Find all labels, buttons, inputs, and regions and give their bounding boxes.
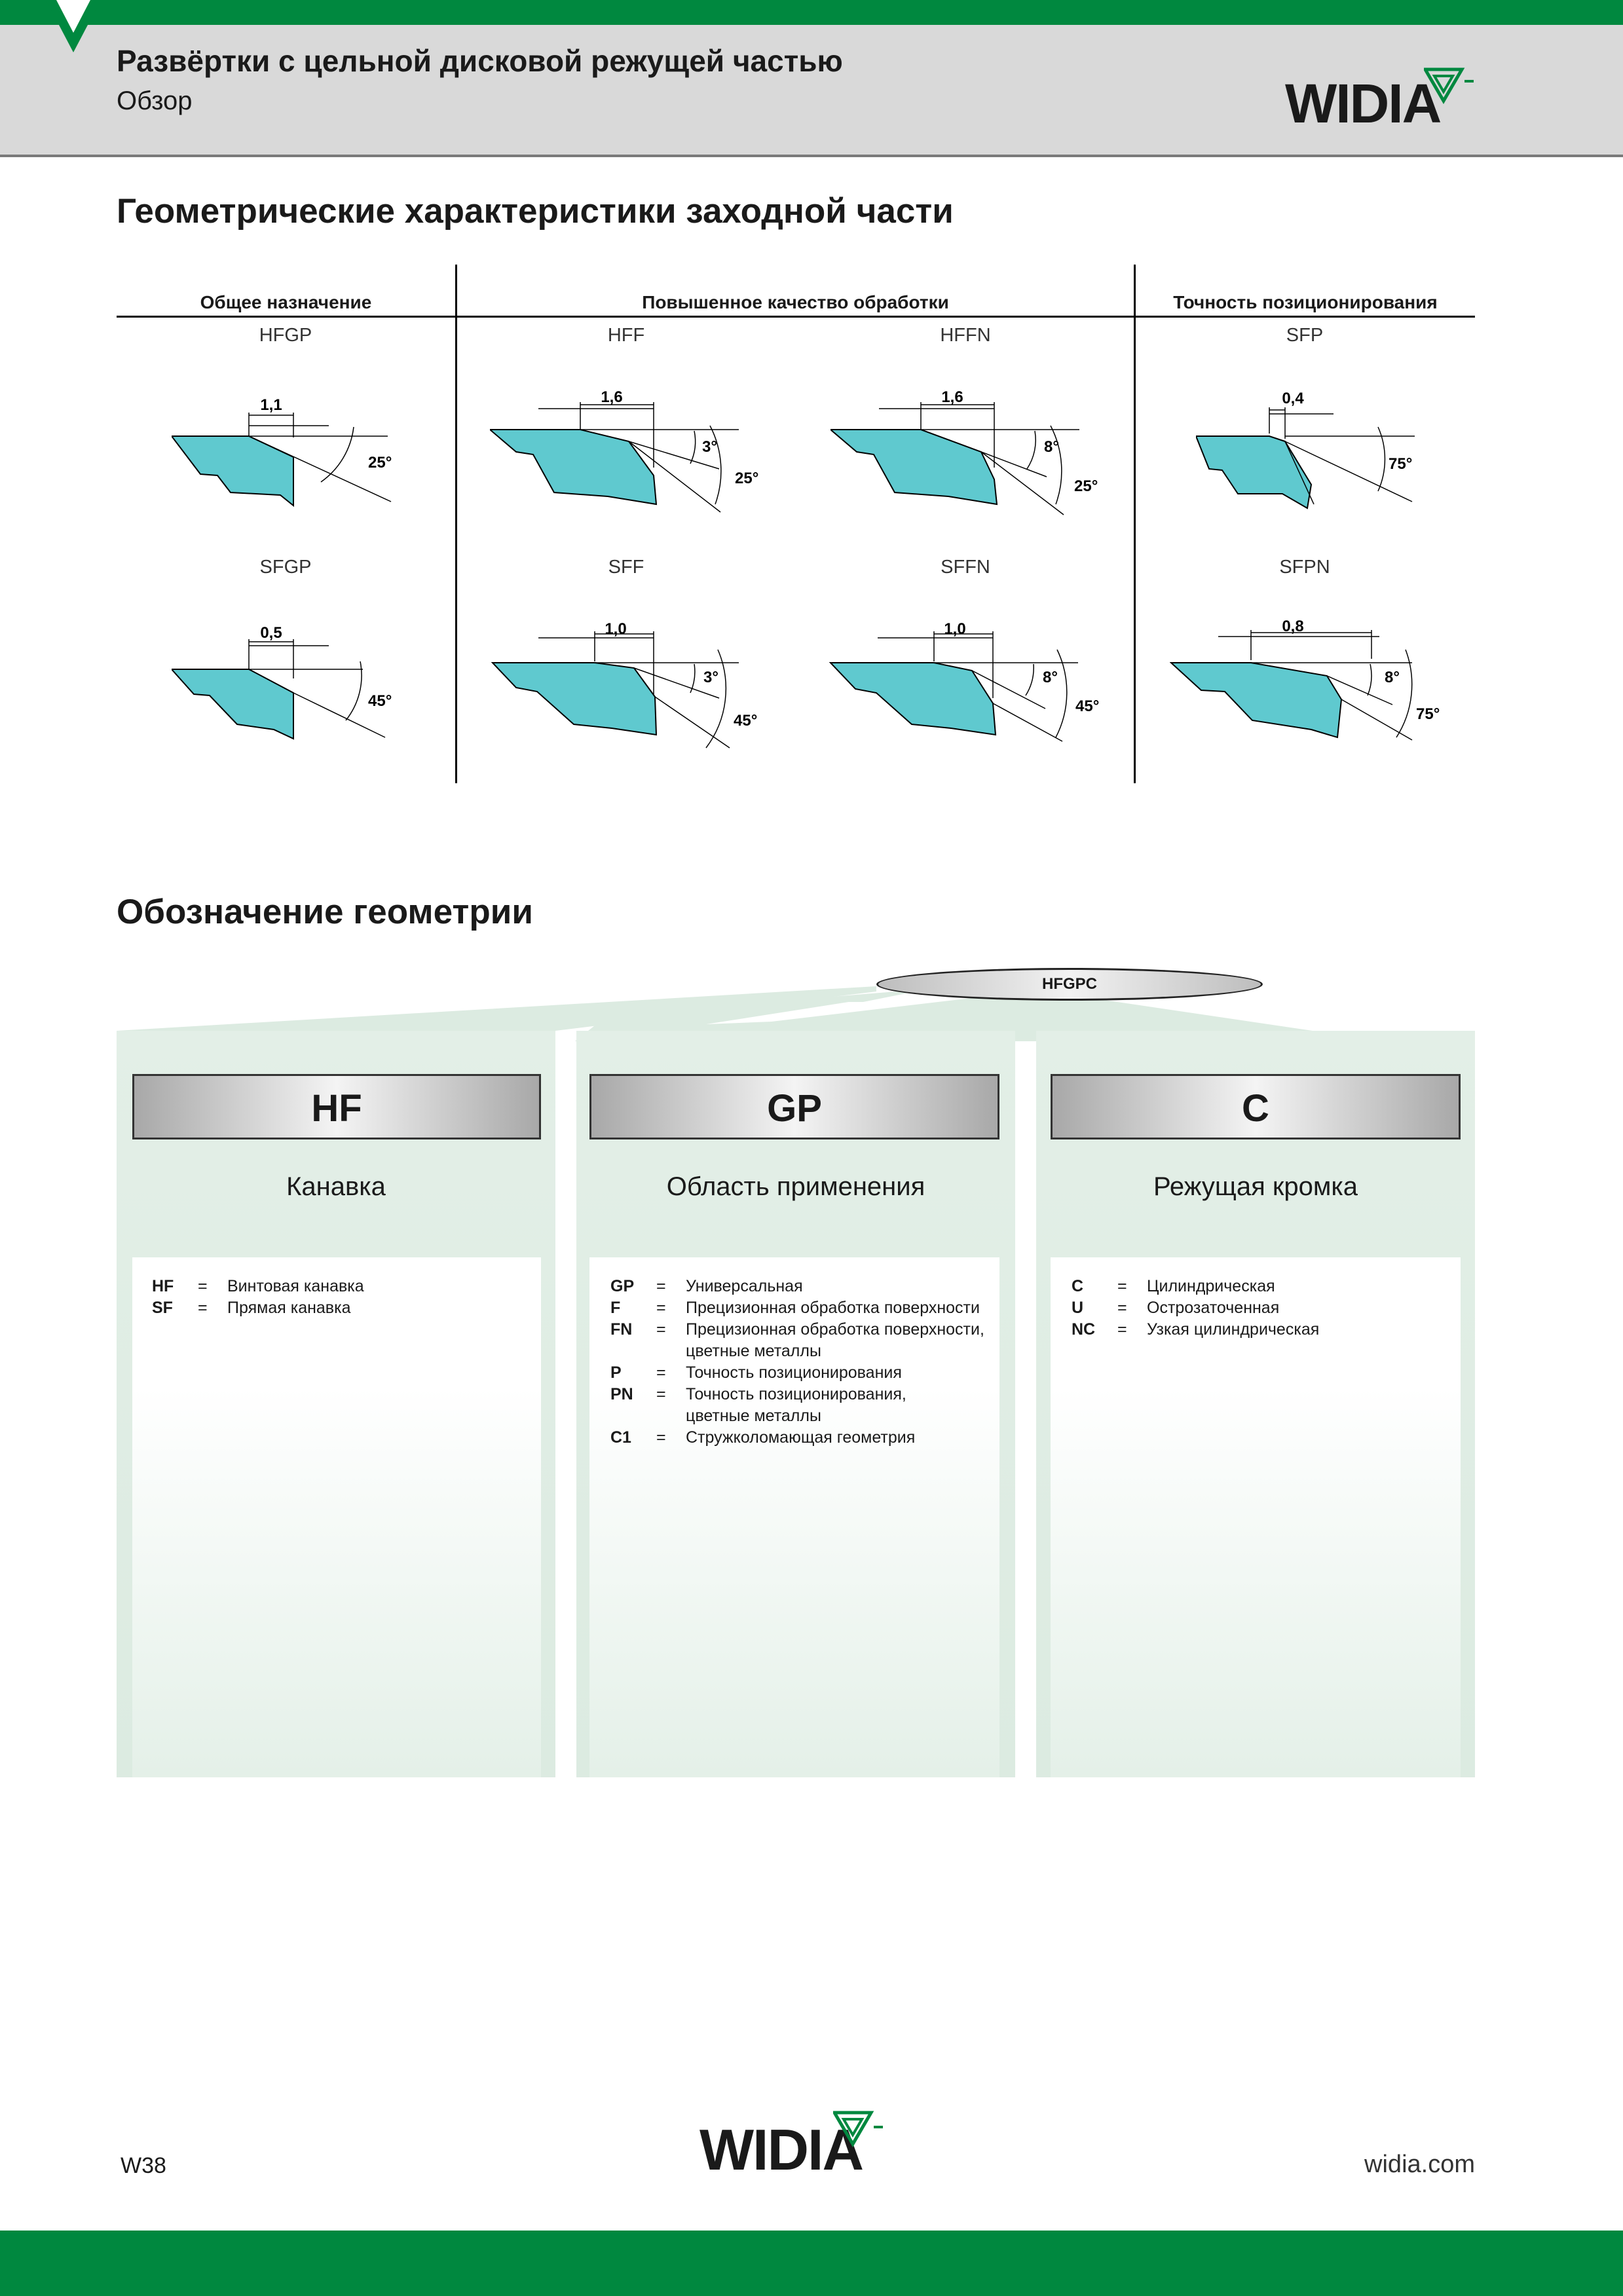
logo-wordmark: WIDIA [1285,73,1441,134]
document-subtitle: Обзор [117,86,193,115]
geometry-diagram-hfgp [172,386,407,517]
geometry-code: HFFN [940,325,991,346]
angle-label: 45° [1075,697,1100,715]
website-url: widia.com [1364,2151,1475,2178]
column-divider [1134,265,1136,783]
column-header-quality: Повышенное качество обработки [642,292,949,312]
geometry-code: HFGP [259,325,312,346]
panel-application [576,1031,1015,1777]
legend-list: C = Цилиндрическая U = Острозаточенная NC = Узкая цилиндрическая [1051,1257,1461,1777]
angle-label: 75° [1389,455,1413,473]
angle-label: 8° [1385,669,1400,686]
panel-label: Канавка [286,1172,386,1201]
document-title: Развёртки с цельной дисковой режущей частью [117,44,843,78]
logo-wordmark: WIDIA [700,2117,863,2182]
angle-label: 3° [703,669,718,686]
angle-label: 25° [368,454,392,472]
geometry-code: SFF [608,557,644,578]
geometry-code: HFF [607,325,645,346]
logo-triangle-icon [1424,67,1476,106]
geometry-code: SFGP [259,557,312,578]
panel-code-box: HF [132,1074,541,1139]
dimension-label: 1,6 [941,388,963,406]
geometry-diagram-hff [490,386,765,517]
dimension-label: 0,4 [1282,390,1304,407]
designation-connector [117,963,1475,1041]
geometry-diagram-hffn [830,386,1106,517]
angle-label: 75° [1416,705,1440,723]
angle-label: 3° [702,438,717,456]
table-header-rule [117,316,1475,318]
logo-triangle-icon [833,2110,886,2149]
dimension-label: 1,6 [601,388,623,406]
header-logo [1285,71,1482,136]
dimension-label: 0,8 [1282,620,1304,635]
corner-tab-inner [56,0,90,33]
dimension-label: 1,0 [605,620,627,638]
geometry-code: SFPN [1279,557,1330,578]
footer-logo [700,2110,896,2182]
angle-label: 8° [1043,669,1058,686]
geometry-code: SFFN [941,557,990,578]
column-divider [455,265,457,783]
angle-label: 45° [368,692,392,710]
legend-list: GP = Универсальная F = Прецизионная обработка поверхности FN = Прецизионная обработка поверхности, цветные металлы P = Точность позиционирования PN = Точность позиционирования, цветные металлы C1 = Стружколомающая геометрия [589,1257,999,1777]
panel-label: Режущая кромка [1153,1172,1358,1201]
geometry-section-title: Геометрические характеристики заходной части [117,192,954,231]
panel-flute [117,1031,555,1777]
angle-label: 8° [1044,438,1059,456]
designation-section-title: Обозначение геометрии [117,893,533,931]
list-item: FN = Прецизионная обработка поверхности, цветные металлы [610,1320,984,1360]
geometry-diagram-sfgp [172,626,407,757]
geometry-diagram-sfp [1196,386,1432,517]
angle-label: 25° [1074,477,1098,495]
list-item: PN = Точность позиционирования, цветные металлы [610,1385,906,1425]
panel-code-box: C [1051,1074,1461,1139]
panel-cutting-edge [1036,1031,1475,1777]
panel-label: Область применения [666,1172,925,1201]
geometry-diagram-sff [490,620,765,750]
example-designation: HFGPC [876,968,1263,1001]
geometry-diagram-sfpn [1170,620,1445,750]
column-header-general: Общее назначение [200,292,372,312]
angle-label: 25° [735,470,759,487]
geometry-diagram-sffn [829,620,1104,750]
dimension-label: 0,5 [260,626,282,642]
legend-list: HF = Винтовая канавка SF = Прямая канавка [132,1257,541,1777]
top-green-bar [0,0,1623,25]
page-number: W38 [121,2153,166,2178]
panel-code-box: GP [589,1074,999,1139]
dimension-label: 1,0 [944,620,966,638]
angle-label: 45° [734,712,758,730]
bottom-green-bar [0,2231,1623,2296]
dimension-label: 1,1 [260,396,282,414]
geometry-code: SFP [1286,325,1324,346]
column-header-positioning: Точность позиционирования [1173,292,1438,312]
